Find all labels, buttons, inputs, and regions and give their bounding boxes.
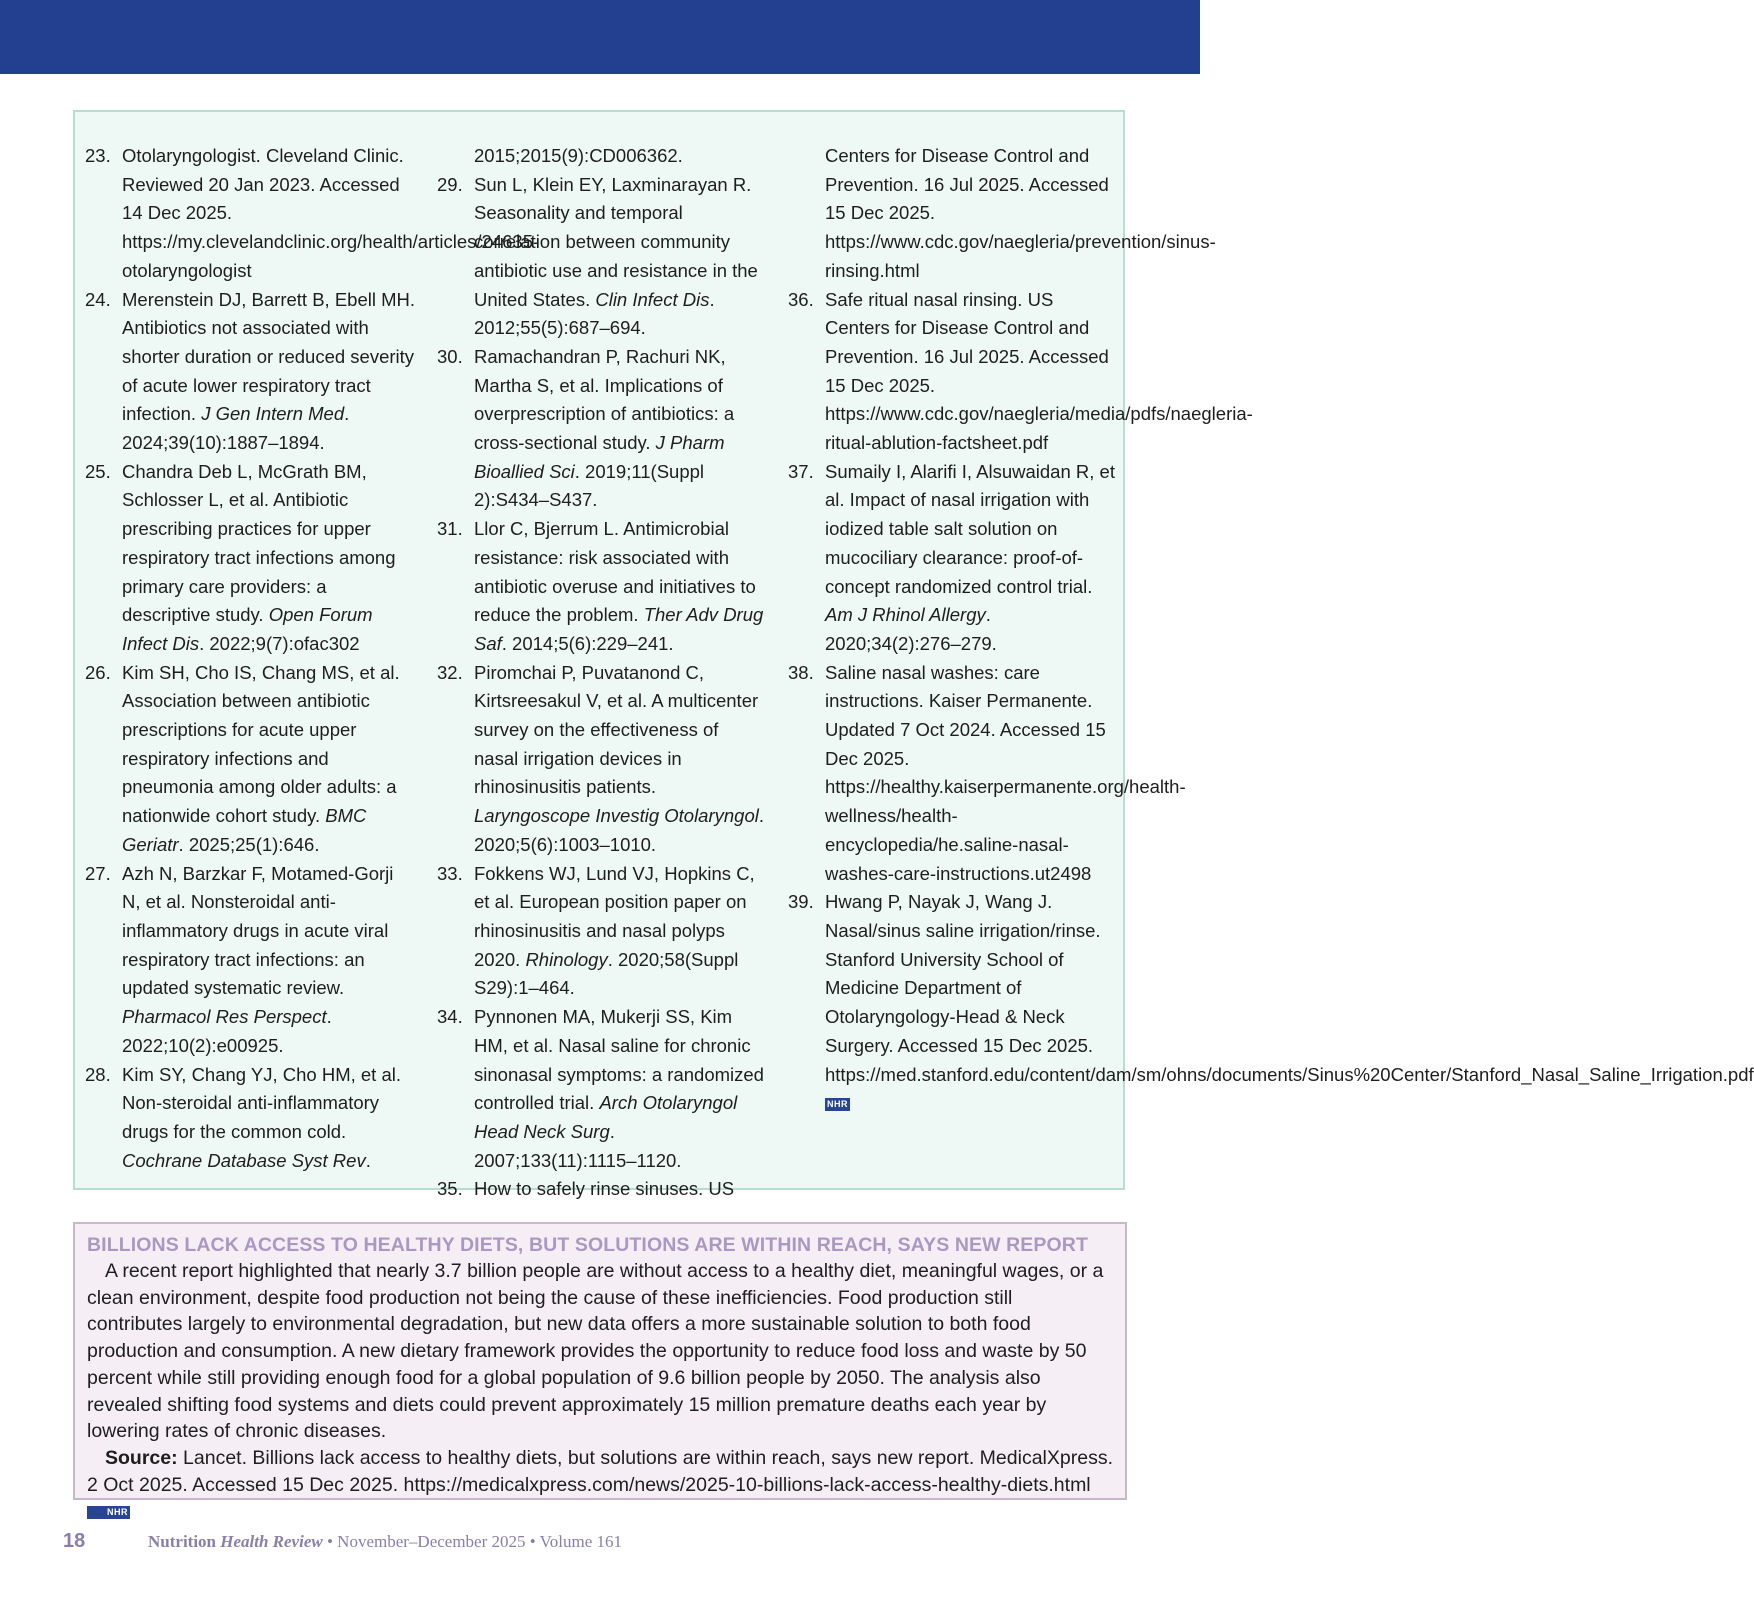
reference-journal: Cochrane Database Syst Rev (122, 1149, 366, 1171)
reference-item (85, 1061, 415, 1176)
reference-number: 30. (437, 345, 463, 367)
reference-item (437, 343, 767, 515)
reference-text: . 2024;39(10):1887–1894. (122, 403, 350, 454)
reference-journal: J Gen Intern Med (201, 403, 345, 425)
reference-number: 36. (788, 288, 814, 310)
news-source-text: Lancet. Billions lack access to healthy diets, but solutions are within reach, says new report. MedicalXpress. 2 Oct 2025. Accessed 15 Dec 2025. https://medicalxpress.com/news/2025-10-billions-lack-access-healthy-diets.html (87, 1446, 1113, 1496)
reference-text: . 2025;25(1):646. (178, 833, 320, 855)
reference-item (788, 458, 1118, 659)
page-number: 18 (63, 1530, 86, 1552)
reference-number: 29. (437, 173, 463, 195)
top-color-band (0, 0, 1200, 74)
reference-journal: Open Forum Infect Dis (122, 604, 373, 654)
reference-text: How to safely rinse sinuses. US (474, 1178, 735, 1200)
news-source (87, 1445, 1113, 1525)
reference-number: 28. (85, 1063, 111, 1085)
reference-item (437, 1003, 767, 1175)
references-column-2 (437, 142, 767, 1204)
reference-journal: Laryngoscope Investig Otolaryngol (474, 805, 759, 827)
reference-journal: BMC Geriatr (122, 805, 367, 855)
reference-text: . 2019;11(Suppl 2):S434–S437. (474, 460, 705, 511)
nhr-badge-icon: NHR (827, 1098, 848, 1109)
reference-item (788, 142, 1216, 286)
reference-text: Pynnonen MA, Mukerji SS, Kim HM, et al. Nasal saline for chronic sinonasal symptoms: a randomized controlled trial. (474, 1006, 764, 1114)
reference-number: 37. (788, 460, 814, 482)
reference-text: . 2014;5(6):229–241. (501, 632, 674, 654)
nhr-badge-icon: NHR (87, 1506, 130, 1519)
reference-text: . (365, 1149, 371, 1171)
reference-text: . 2012;55(5):687–694. (474, 288, 715, 339)
reference-text: . 2020;34(2):276–279. (825, 604, 997, 654)
reference-text: Saline nasal washes: care instructions. Kaiser Permanente. Updated 7 Oct 2024. Accessed 15 Dec 2025. https://healthy.kaiserpermanente.org/health-wellness/health-encyclopedia/he.saline-nasal-washes-care-instructions.ut2498 (825, 661, 1186, 884)
reference-number: 34. (437, 1006, 463, 1028)
reference-item (437, 515, 767, 659)
reference-number: 26. (85, 661, 111, 683)
reference-item (437, 860, 767, 1004)
reference-item (437, 1175, 767, 1204)
reference-text: . 2022;9(7):ofac302 (199, 632, 360, 654)
reference-text: Piromchai P, Puvatanond C, Kirtsreesakul V, et al. A multicenter survey on the effectiveness of nasal irrigation devices in rhinosinusitis patients. (474, 661, 759, 798)
references-box (73, 110, 1754, 1200)
publication-name-part1: Nutrition (148, 1532, 221, 1551)
reference-text: Sumaily I, Alarifi I, Alsuwaidan R, et al. Impact of nasal irrigation with iodized table salt solution on mucociliary clearance: proof-of-concept randomized control trial. (825, 460, 1115, 597)
reference-text: Centers for Disease Control and Prevention. 16 Jul 2025. Accessed 15 Dec 2025. https://www.cdc.gov/naegleria/prevention/sinus-rinsing.html (825, 145, 1216, 281)
reference-text: Sun L, Klein EY, Laxminarayan R. Seasonality and temporal correlation between community antibiotic use and resistance in the United States. (474, 173, 758, 310)
reference-text: Kim SY, Chang YJ, Cho HM, et al. Non-steroidal anti-inflammatory drugs for the common cold. (122, 1063, 401, 1142)
reference-journal: Rhinology (525, 948, 608, 970)
reference-journal: Ther Adv Drug Saf (474, 604, 764, 654)
reference-number: 25. (85, 460, 111, 482)
reference-text: Kim SH, Cho IS, Chang MS, et al. Association between antibiotic prescriptions for acute upper respiratory infections and pneumonia among older adults: a nationwide cohort study. (122, 661, 400, 827)
reference-item (437, 142, 767, 171)
reference-journal: Arch Otolaryngol Head Neck Surg (474, 1092, 738, 1142)
reference-text: Chandra Deb L, McGrath BM, Schlosser L, et al. Antibiotic prescribing practices for upper respiratory tract infections among primary care providers: a descriptive study. (122, 460, 396, 626)
reference-text: . 2007;133(11):1115–1120. (474, 1120, 682, 1171)
news-title: BILLIONS LACK ACCESS TO HEALTHY DIETS, BUT SOLUTIONS ARE WITHIN REACH, SAYS NEW REPORT (87, 1234, 1088, 1256)
reference-item (85, 860, 415, 1061)
reference-item (788, 659, 1186, 889)
reference-number: 32. (437, 661, 463, 683)
reference-number: 23. (85, 145, 111, 166)
reference-text: Ramachandran P, Rachuri NK, Martha S, et al. Implications of overprescription of antibiotics: a cross-sectional study. (474, 345, 735, 454)
footer-publication (148, 1532, 622, 1552)
reference-number: 24. (85, 288, 111, 310)
reference-journal: Am J Rhinol Allergy (825, 604, 986, 626)
reference-text: 2015;2015(9):CD006362. (474, 145, 683, 166)
reference-number: 38. (788, 661, 814, 683)
reference-text: . 2020;5(6):1003–1010. (474, 805, 765, 855)
reference-number: 27. (85, 862, 111, 884)
reference-text: Merenstein DJ, Barrett B, Ebell MH. Antibiotics not associated with shorter duration or reduced severity of acute lower respiratory tract infection. (122, 288, 416, 425)
reference-text: Otolaryngologist. Cleveland Clinic. Reviewed 20 Jan 2023. Accessed 14 Dec 2025. https://my.clevelandclinic.org/health/articles/24635-otolaryngologist (122, 145, 540, 281)
reference-item (437, 171, 767, 343)
reference-text: . 2022;10(2):e00925. (122, 1006, 332, 1056)
reference-item (85, 286, 415, 458)
reference-number: 35. (437, 1178, 463, 1200)
news-body: A recent report highlighted that nearly 3.7 billion people are without access to a healthy diet, meaningful wages, or a clean environment, despite food production not being the cause of these inefficiencies. Food production still contributes largely to environmental degradation, but new data offers a more sustainable solution to both food production and consumption. A new dietary framework provides the opportunity to reduce food loss and waste by 50 percent while still providing enough food for a global population of 9.6 billion people by 2050. The analysis also revealed shifting food systems and diets could prevent approximately 15 million premature deaths each year by lowering rates of chronic diseases. (87, 1260, 1104, 1443)
reference-text: Llor C, Bjerrum L. Antimicrobial resistance: risk associated with antibiotic overuse and initiatives to reduce the problem. (474, 518, 756, 626)
reference-journal: Clin Infect Dis (595, 288, 710, 310)
reference-text: . 2020;58(Suppl S29):1–464. (474, 948, 739, 999)
reference-number: 39. (788, 891, 814, 913)
reference-item (788, 888, 1754, 1118)
news-sidebar (73, 1222, 1127, 1517)
reference-journal: J Pharm Bioallied Sci (474, 432, 725, 482)
reference-item (85, 458, 415, 659)
reference-journal: Pharmacol Res Perspect (122, 1006, 327, 1028)
reference-text: Hwang P, Nayak J, Wang J. Nasal/sinus saline irrigation/rinse. Stanford University School of Medicine Department of Otolaryngology-Head & Neck Surgery. Accessed 15 Dec 2025. https://med.stanford.edu/content/dam/sm/ohns/documents/Sinus%20Center/Stanford_Nasal_Saline_Irrigation.pdf (825, 891, 1754, 1085)
reference-text: Fokkens WJ, Lund VJ, Hopkins C, et al. European position paper on rhinosinusitis and nasal polyps 2020. (474, 862, 755, 970)
references-column-3 (788, 142, 1754, 1118)
reference-text: Azh N, Barzkar F, Motamed-Gorji N, et al. Nonsteroidal anti-inflammatory drugs in acute viral respiratory tract infections: an updated systematic review. (122, 862, 394, 999)
news-source-label: Source: (105, 1446, 178, 1469)
reference-number: 33. (437, 862, 463, 884)
reference-item (437, 659, 767, 860)
reference-item (788, 286, 1253, 458)
footer-issue: • November–December 2025 • Volume 161 (322, 1532, 622, 1551)
reference-number: 31. (437, 518, 463, 540)
publication-name-part2: Health Review (220, 1532, 323, 1551)
reference-item (85, 659, 415, 860)
reference-text: Safe ritual nasal rinsing. US Centers for Disease Control and Prevention. 16 Jul 2025. Accessed 15 Dec 2025. https://www.cdc.gov/naegleria/media/pdfs/naegleria-ritual-ablution-factsheet.pdf (825, 288, 1253, 454)
